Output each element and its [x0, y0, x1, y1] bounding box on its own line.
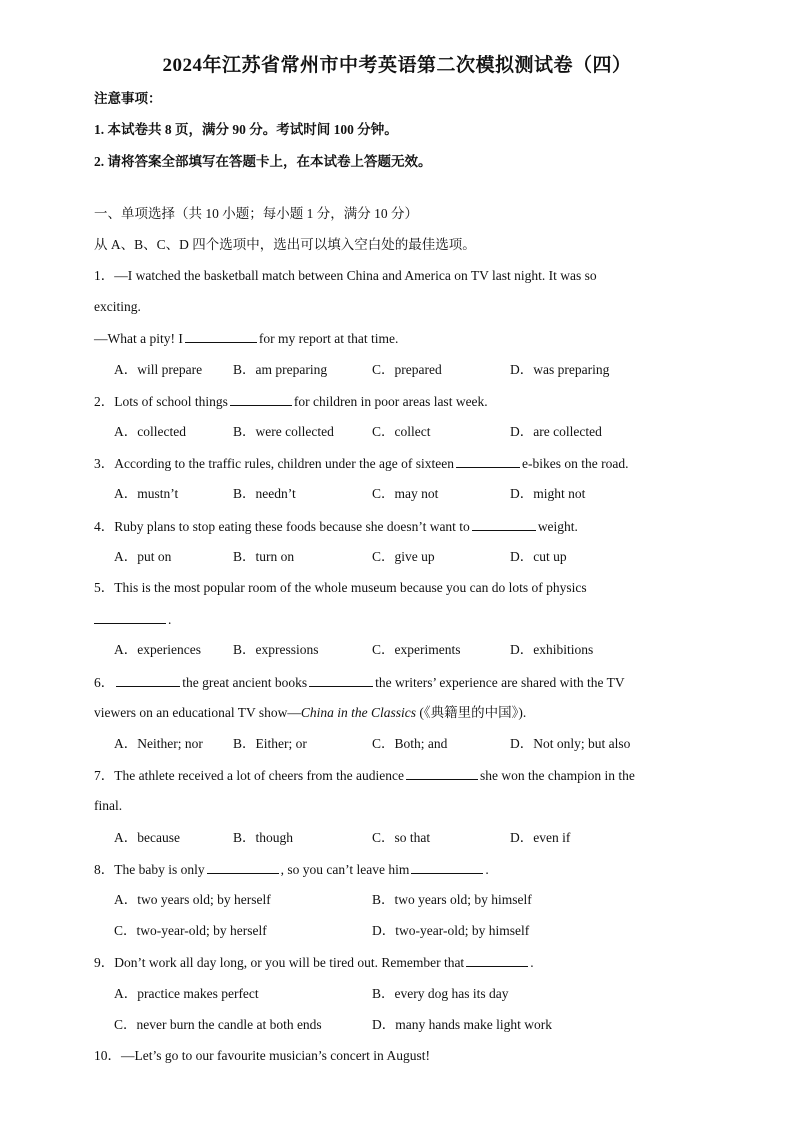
q4-option-b: B．turn on [233, 549, 295, 564]
question-8 [94, 860, 489, 879]
question-1-pre: —What a pity! I [94, 331, 183, 346]
question-9-pre: 9．Don’t work all day long, or you will be tired out. Remember that [94, 955, 465, 970]
question-5-line-1: 5．This is the most popular room of the whole museum because you can do lots of physics [94, 580, 587, 595]
question-7-line-1 [94, 766, 635, 785]
q6-option-b: B．Either; or [233, 736, 307, 751]
question-8-pre: 8．The baby is only [94, 862, 205, 877]
q5-option-c: C．experiments [372, 642, 461, 657]
question-6-show-title: China in the Classics [300, 705, 416, 720]
answer-blank [466, 953, 528, 967]
page-title: 2024年江苏省常州市中考英语第二次模拟测试卷（四） [162, 55, 632, 76]
question-1-line-3 [94, 329, 398, 348]
q8-option-c: C．two-year-old; by herself [114, 923, 267, 938]
section-heading: 一、单项选择（共 10 小题；每小题 1 分，满分 10 分） [94, 206, 418, 221]
question-6-line-2 [94, 704, 526, 722]
question-7-post: she won the champion in the [479, 768, 635, 783]
question-1-line-1: 1．—I watched the basketball match between China and America on TV last night. It was so [94, 268, 597, 283]
question-1-line-2: exciting. [94, 299, 141, 314]
q4-option-d: D．cut up [510, 549, 567, 564]
q3-option-d: D．might not [510, 486, 586, 501]
question-2-pre: 2．Lots of school things [94, 394, 228, 409]
answer-blank [185, 329, 257, 343]
q8-option-b: B．two years old; by himself [372, 892, 532, 907]
question-6-line2-post: (《典籍里的中国》). [415, 705, 527, 720]
q2-option-d: D．are collected [510, 424, 602, 439]
q5-option-d: D．exhibitions [510, 642, 594, 657]
answer-blank [94, 610, 166, 624]
q5-option-a: A．experiences [114, 642, 201, 657]
question-2-post: for children in poor areas last week. [293, 394, 488, 409]
question-6-mid: the great ancient books [182, 675, 308, 690]
q8-option-a: A．two years old; by herself [114, 892, 271, 907]
q3-option-a: A．mustn’t [114, 486, 179, 501]
notice-heading: 注意事项： [94, 91, 162, 106]
q6-option-a: A．Neither; nor [114, 736, 203, 751]
question-10-line-1: 10．—Let’s go to our favourite musician’s concert in August! [94, 1048, 430, 1063]
q2-option-c: C．collect [372, 424, 431, 439]
q2-option-b: B．were collected [233, 424, 334, 439]
notice-item-2: 2. 请将答案全部填写在答题卡上，在本试卷上答题无效。 [94, 154, 432, 169]
q3-option-c: C．may not [372, 486, 439, 501]
question-6-pre: 6． [94, 675, 115, 690]
answer-blank [207, 860, 279, 874]
question-6-line-1 [94, 673, 625, 692]
question-5-line-2 [94, 610, 171, 629]
q7-option-b: B．though [233, 830, 294, 845]
answer-blank [230, 392, 292, 406]
question-2 [94, 392, 488, 411]
q9-option-d: D．many hands make light work [372, 1017, 552, 1032]
question-7-line-2: final. [94, 798, 123, 813]
q9-option-c: C．never burn the candle at both ends [114, 1017, 322, 1032]
q6-option-c: C．Both; and [372, 736, 448, 751]
notice-item-1: 1. 本试卷共 8 页，满分 90 分。考试时间 100 分钟。 [94, 122, 398, 137]
q1-option-d: D．was preparing [510, 362, 610, 377]
question-4 [94, 517, 578, 536]
q1-option-c: C．prepared [372, 362, 442, 377]
question-9 [94, 953, 534, 972]
question-1-post: for my report at that time. [258, 331, 399, 346]
question-8-mid: , so you can’t leave him [280, 862, 410, 877]
q7-option-a: A．because [114, 830, 180, 845]
question-9-post: . [530, 955, 534, 970]
question-7-pre: 7．The athlete received a lot of cheers from the audience [94, 768, 404, 783]
q1-option-b: B．am preparing [233, 362, 328, 377]
q9-option-a: A．practice makes perfect [114, 986, 259, 1001]
question-4-pre: 4．Ruby plans to stop eating these foods because she doesn’t want to [94, 519, 470, 534]
question-3-pre: 3．According to the traffic rules, children under the age of sixteen [94, 456, 454, 471]
q1-option-a: A．will prepare [114, 362, 203, 377]
answer-blank [406, 766, 478, 780]
q2-option-a: A．collected [114, 424, 186, 439]
question-5-post: . [168, 612, 172, 627]
q7-option-d: D．even if [510, 830, 571, 845]
answer-blank [472, 517, 536, 531]
q8-option-d: D．two-year-old; by himself [372, 923, 530, 938]
question-4-post: weight. [537, 519, 578, 534]
answer-blank [456, 454, 520, 468]
question-3-post: e-bikes on the road. [522, 456, 629, 471]
question-3 [94, 454, 628, 473]
q3-option-b: B．needn’t [233, 486, 296, 501]
answer-blank [411, 860, 483, 874]
q9-option-b: B．every dog has its day [372, 986, 509, 1001]
q7-option-c: C．so that [372, 830, 431, 845]
question-6-line2-pre: viewers on an educational TV show— [94, 705, 301, 720]
answer-blank [309, 673, 373, 687]
q4-option-a: A．put on [114, 549, 172, 564]
q4-option-c: C．give up [372, 549, 435, 564]
q5-option-b: B．expressions [233, 642, 319, 657]
q6-option-d: D．Not only; but also [510, 736, 631, 751]
question-8-post: . [485, 862, 489, 877]
question-6-post: the writers’ experience are shared with the TV [375, 675, 625, 690]
answer-blank [116, 673, 180, 687]
section-instruction: 从 A、B、C、D 四个选项中，选出可以填入空白处的最佳选项。 [94, 237, 476, 252]
